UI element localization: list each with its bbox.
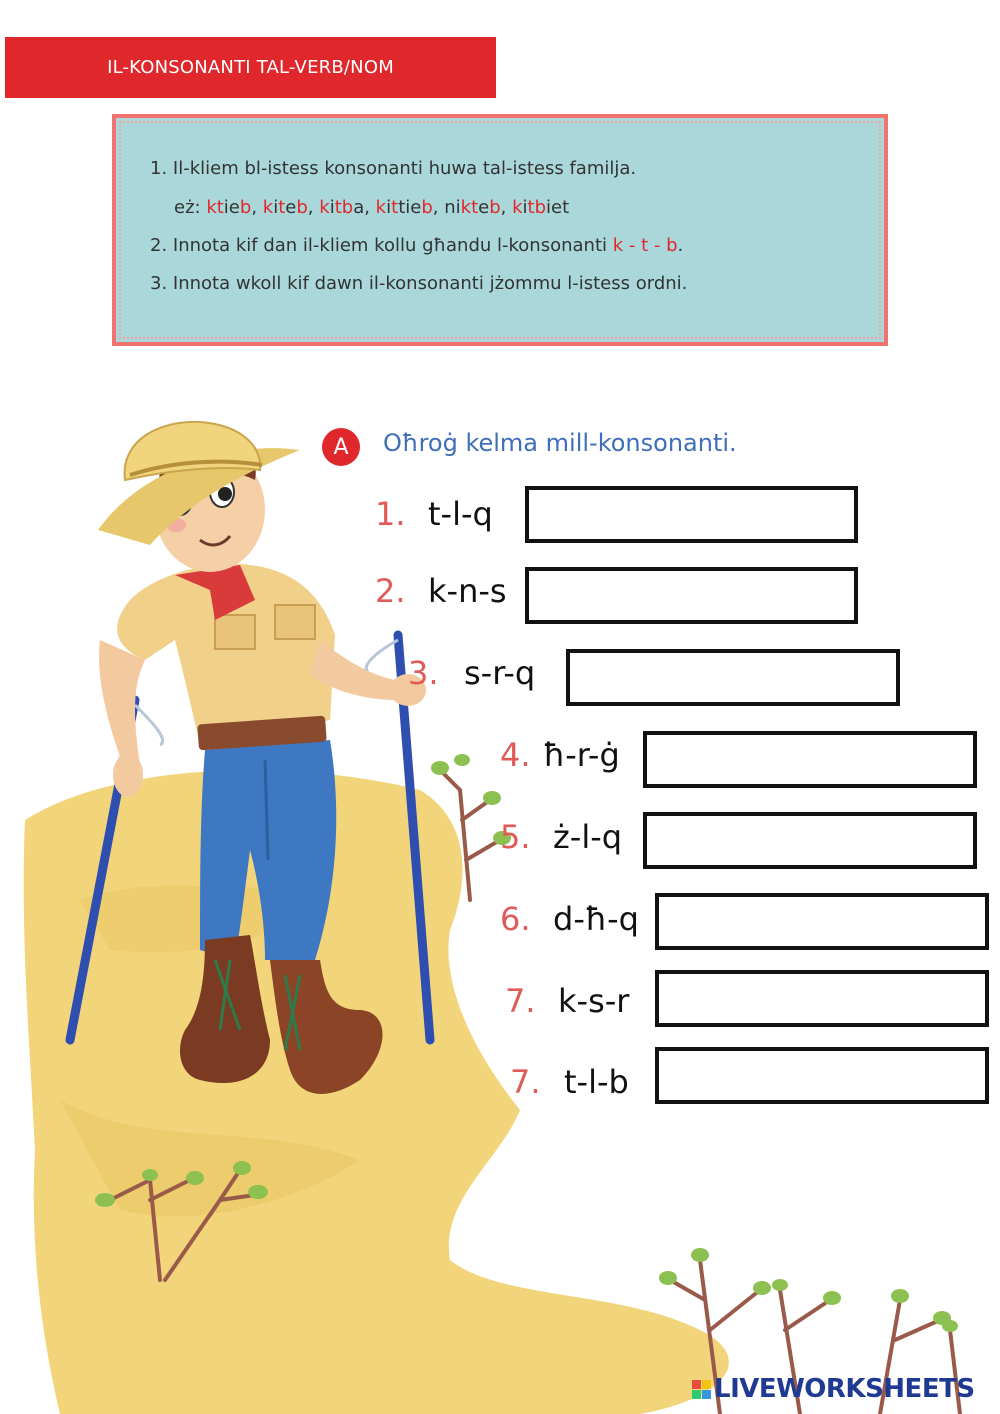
examples-prefix: eż: <box>174 197 207 218</box>
item-8-number: 7. <box>510 1063 541 1101</box>
rule-3: 3. Innota wkoll kif dawn il-konsonanti jżommu l-istess ordni. <box>150 273 688 294</box>
activity-instruction: Oħroġ kelma mill-konsonanti. <box>383 429 737 457</box>
rule-2-consonants: k - t - b <box>612 235 678 256</box>
rule-examples <box>174 197 569 218</box>
item-3-consonants: s-r-q <box>464 654 536 692</box>
item-5-number: 5. <box>500 818 531 856</box>
item-2-number: 2. <box>375 572 406 610</box>
rule-2 <box>150 235 683 256</box>
item-4-answer-input[interactable] <box>643 731 977 788</box>
logo-icon <box>692 1380 711 1399</box>
section-banner: IL-KONSONANTI TAL-VERB/NOM <box>5 37 496 98</box>
item-1-consonants: t-l-q <box>428 495 493 533</box>
item-6-answer-input[interactable] <box>655 893 989 950</box>
rule-2-text: 2. Innota kif dan il-kliem kollu għandu l-konsonanti <box>150 235 613 256</box>
item-5-answer-input[interactable] <box>643 812 977 869</box>
example-words: ktieb, kiteb, kitba, kittieb, nikteb, kitbiet <box>206 197 570 218</box>
item-8-consonants: t-l-b <box>564 1063 629 1101</box>
rule-1: 1. Il-kliem bl-istess konsonanti huwa tal-istess familja. <box>150 158 637 179</box>
item-5-consonants: ż-l-q <box>553 818 623 856</box>
item-4-consonants: ħ-r-ġ <box>543 736 620 774</box>
logo-text: LIVEWORKSHEETS <box>714 1374 975 1404</box>
item-7-consonants: k-s-r <box>558 982 630 1020</box>
item-6-consonants: d-ħ-q <box>553 900 639 938</box>
item-6-number: 6. <box>500 900 531 938</box>
item-3-answer-input[interactable] <box>566 649 900 706</box>
item-3-number: 3. <box>408 654 439 692</box>
item-7-number: 7. <box>505 982 536 1020</box>
item-4-number: 4. <box>500 736 531 774</box>
rules-box <box>112 114 888 346</box>
activity-badge: A <box>322 428 360 466</box>
item-1-answer-input[interactable] <box>525 486 858 543</box>
item-2-consonants: k-n-s <box>428 572 507 610</box>
item-2-answer-input[interactable] <box>525 567 858 624</box>
item-1-number: 1. <box>375 495 406 533</box>
hiker-legs <box>200 740 336 960</box>
example-word: kittieb <box>375 197 433 218</box>
rule-2-end: . <box>677 235 684 256</box>
example-word: kitba <box>319 197 365 218</box>
item-7-answer-input[interactable] <box>655 970 989 1027</box>
example-word: kiteb <box>262 197 308 218</box>
example-word: nikteb <box>444 197 501 218</box>
example-word: kitbiet <box>512 197 570 218</box>
item-8-answer-input[interactable] <box>655 1047 989 1104</box>
liveworksheets-logo <box>692 1374 975 1404</box>
example-word: ktieb <box>206 197 252 218</box>
